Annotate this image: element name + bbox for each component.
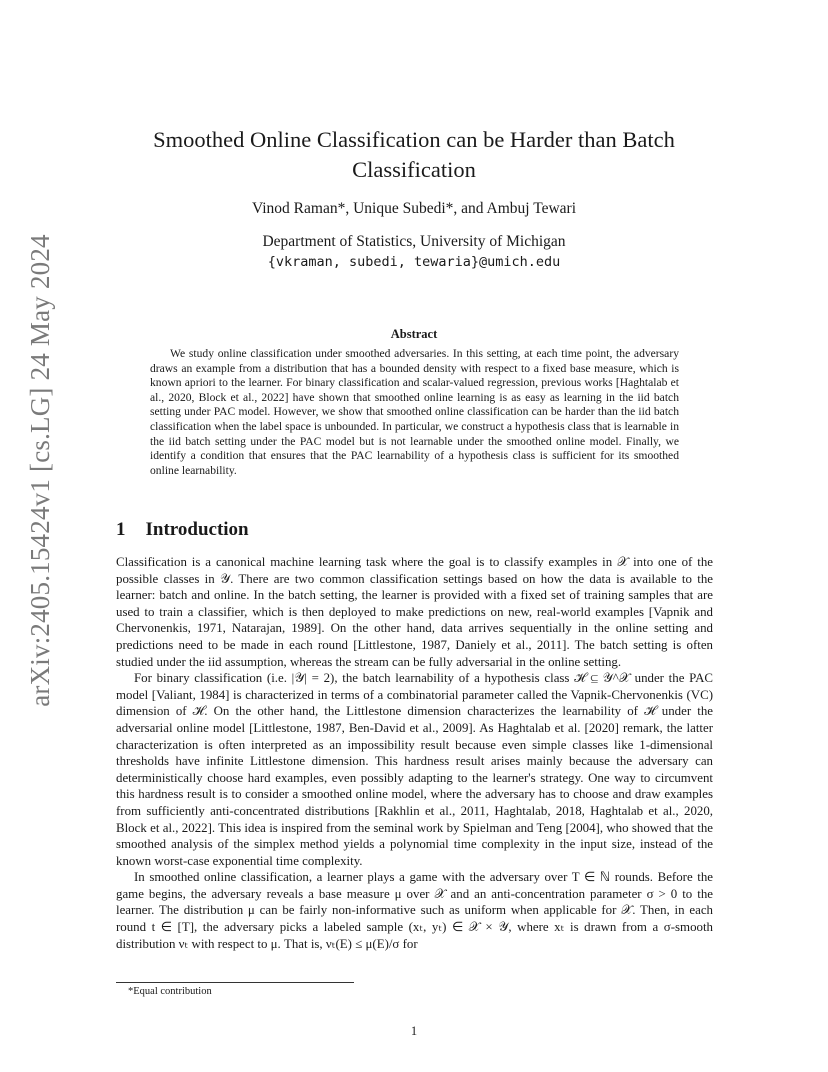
section-title: Introduction (145, 519, 249, 540)
abstract-heading: Abstract (390, 327, 438, 341)
section-number: 1 (116, 519, 126, 540)
arxiv-sidebar (18, 233, 62, 707)
arxiv-identifier: arXiv:2405.15424v1 [cs.LG] 24 May 2024 (24, 233, 55, 707)
author-list: Vinod Raman*, Unique Subedi*, and Ambuj Tewari (251, 200, 577, 217)
paragraph-1: Classification is a canonical machine learning task where the goal is to classify examples in 𝒳 into one of the possible classes in 𝒴. There are two common classification settings based on how the data is available to the learner: batch and online. In the batch setting, the learner is provided with a fixed set of training samples that are used to train a classifier, which is then deployed to make predictions on new, real-world examples [Vapnik and Chervonenkis, 1971, Natarajan, 1989]. On the other hand, data arrives sequentially in the online setting and predictions need to be made in each round [Littlestone, 1987, Daniely et al., 2011]. The batch setting is often studied under the iid assumption, whereas the stream can be fully adversarial in the online setting. (116, 555, 713, 669)
section-heading (116, 519, 249, 541)
section-body (116, 554, 713, 952)
paper-title: Smoothed Online Classification can be Harder than Batch Classification (153, 127, 675, 182)
footnote-rule (116, 982, 354, 983)
page-number: 1 (410, 1024, 418, 1038)
affiliation: Department of Statistics, University of Michigan (262, 233, 566, 250)
paragraph-3: In smoothed online classification, a learner plays a game with the adversary over T ∈ ℕ rounds. Before the game begins, the adversary reveals a base measure μ over 𝒳 and an anti-concentration parameter σ > 0 to the learner. The distribution μ can be fairly non-informative such as uniform when applicable for 𝒳. Then, in each round t ∈ [T], the adversary picks a labeled sample (xₜ, yₜ) ∈ 𝒳 × 𝒴, where xₜ is drawn from a σ-smooth distribution νₜ with respect to μ. That is, νₜ(E) ≤ μ(E)/σ for (116, 870, 713, 951)
author-emails: {vkraman, subedi, tewaria}@umich.edu (267, 254, 561, 270)
footnote: *Equal contribution (128, 986, 212, 997)
abstract-text: We study online classification under smoothed adversaries. In this setting, at each time point, the adversary draws an example from a distribution that has a bounded density with respect to a fixed base measure, which is known apriori to the learner. For binary classification and scalar-valued regression, previous works [Haghtalab et al., 2020, Block et al., 2022] have shown that smoothed online learning is as easy as learning in the iid batch setting under PAC model. However, we show that smoothed online classification can be harder than the iid batch classification when the label space is unbounded. In particular, we construct a hypothesis class that is learnable in the iid batch setting under the PAC model but is not learnable under the smoothed online model. Finally, we identify a condition that ensures that the PAC learnability of a hypothesis class is sufficient for its smoothed online learnability. (150, 347, 679, 477)
paragraph-2: For binary classification (i.e. |𝒴| = 2), the batch learnability of a hypothesis class ℋ ⊆ 𝒴^𝒳 under the PAC model [Valiant, 1984] is characterized in terms of a combinatorial parameter called the Vapnik-Chervonenkis (VC) dimension of ℋ. On the other hand, the Littlestone dimension characterizes the learnability of ℋ under the adversarial online model [Littlestone, 1987, Ben-David et al., 2009]. As Haghtalab et al. [2020] remark, the latter characterization is often interpreted as an impossibility result because even simple classes like 1-dimensional thresholds have infinite Littlestone dimension. This hardness result arises mainly because the adversary can deterministically choose hard examples, even possibly adapting to the learner's strategy. One way to circumvent this hardness result is to consider a smoothed online model, where the adversary has to choose and draw examples from sufficiently anti-concentrated distributions [Rakhlin et al., 2011, Haghtalab, 2018, Haghtalab et al., 2020, Block et al., 2022]. This idea is inspired from the seminal work by Spielman and Teng [2004], who showed that the smoothed analysis of the simplex method yields a polynomial time complexity in the input size, instead of the known worst-case exponential time complexity. (116, 671, 713, 868)
